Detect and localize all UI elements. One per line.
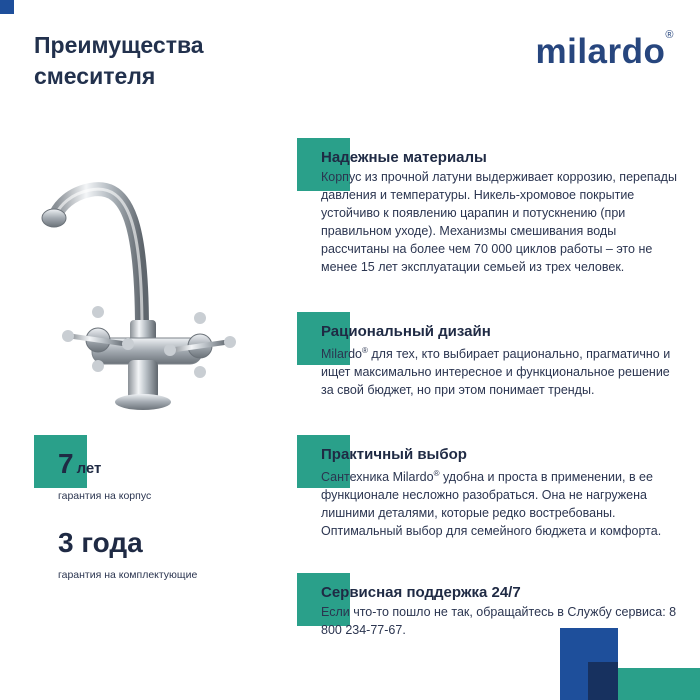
feature-practical [297, 435, 677, 540]
warranty-unit: лет [76, 460, 102, 477]
feature-title: Надежные материалы [321, 149, 487, 166]
feature-text: Если что-то пошло не так, обращайтесь в Службу сервиса: 8 800 234-77-67. [321, 605, 677, 637]
warranty-number: 3 года [58, 527, 143, 558]
feature-materials [297, 138, 677, 276]
warranty-number: 7 [58, 448, 74, 479]
corner-decoration-teal [618, 668, 700, 700]
feature-design [297, 312, 677, 399]
feature-service [297, 573, 677, 639]
feature-title: Рациональный дизайн [321, 323, 491, 340]
warranty-parts [34, 528, 197, 581]
logo-mark: ® [665, 29, 674, 42]
warranty-body [34, 435, 151, 502]
warranty-value [34, 435, 151, 484]
registered-mark: ® [362, 346, 368, 355]
registered-mark: ® [433, 469, 440, 478]
feature-title: Практичный выбор [321, 446, 467, 463]
brand-name: Milardo [321, 347, 362, 362]
page-title: Преимущества смесителя [34, 32, 204, 89]
faucet-image [30, 170, 290, 430]
warranty-caption: гарантия на корпус [58, 490, 152, 502]
feature-text [321, 342, 677, 399]
feature-text [321, 465, 677, 540]
feature-text-prefix: Сантехника Milardo [321, 470, 434, 485]
warranty-value [34, 528, 197, 563]
logo-text: milardo [535, 32, 666, 71]
brand-logo [535, 29, 674, 72]
feature-text-body: удобна и проста в применении, в ее функционале несложно разобраться. Она не нагружена лишними деталями, которые редко востребованы. Оптимальный выбор для семейного бюджета и комфорта. [321, 470, 662, 539]
warranty-caption: гарантия на комплектующие [58, 569, 198, 581]
corner-decoration [0, 0, 14, 14]
corner-decoration-navy [588, 662, 618, 700]
feature-title: Сервисная поддержка 24/7 [321, 584, 521, 601]
feature-text: Корпус из прочной латуни выдерживает коррозию, перепады давления и температуры. Никель-хромовое покрытие устойчиво к появлению царапин и потускнению (при правильном уходе). Механизмы смешивания воды рассчитаны на более чем 70 000 циклов работы – это не менее 15 лет эксплуатации семьей из трех человек. [321, 170, 677, 274]
feature-text-body: для тех, кто выбирает рационально, прагматично и ищет максимально интересное и функциональное решение за свой бюджет, но при этом понимает тренды. [321, 347, 671, 398]
